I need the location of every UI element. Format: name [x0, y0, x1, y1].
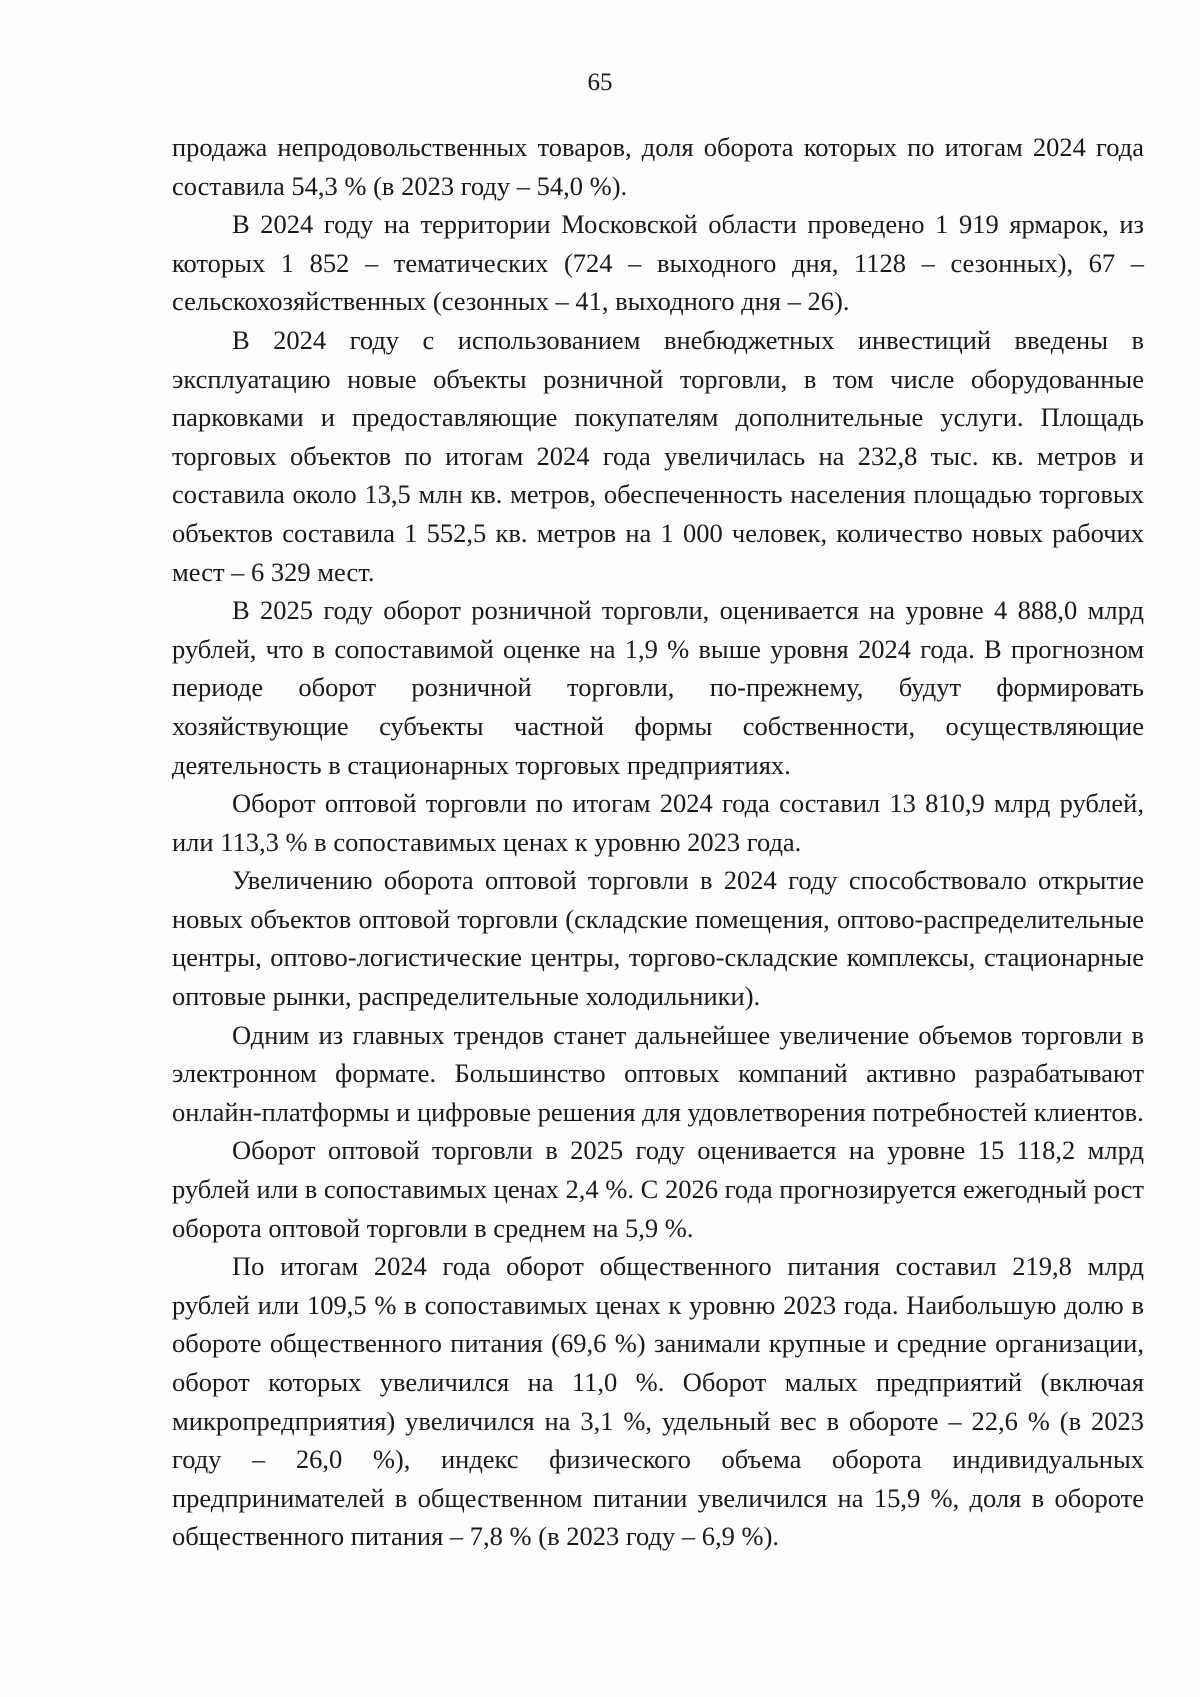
paragraph-fairs: В 2024 году на территории Московской области проведено 1 919 ярмарок, из которых 1 852 – тематических (724 – выходного дня, 1128 – сезонных), 67 – сельскохозяйственных (сезонных – 41, выходного дня – 26). — [172, 209, 1144, 317]
paragraph-catering: По итогам 2024 года оборот общественного питания составил 219,8 млрд рублей или 109,5 % в сопоставимых ценах к уровню 2023 года. Наибольшую долю в обороте общественного питания (69,6 %) занимали крупные и средние организации, оборот которых увеличился на 11,0 %. Оборот малых предприятий (включая микропредприятия) увеличился на 3,1 %, удельный вес в обороте – 22,6 % (в 2023 году – 26,0 %), индекс физического объема оборота индивидуальных предпринимателей в общественном питании увеличился на 15,9 %, доля в обороте общественного питания – 7,8 % (в 2023 году – 6,9 %). — [172, 1251, 1144, 1552]
paragraph-wholesale-forecast: Оборот оптовой торговли в 2025 году оценивается на уровне 15 118,2 млрд рублей или в сопоставимых ценах 2,4 %. С 2026 года прогнозируется ежегодный рост оборота оптовой торговли в среднем на 5,9 %. — [172, 1135, 1144, 1243]
paragraph-nonfood-sales: продажа непродовольственных товаров, доля оборота которых по итогам 2024 года составила 54,3 % (в 2023 году – 54,0 %). — [172, 132, 1144, 201]
document-body — [172, 128, 1144, 1556]
paragraph-retail-objects: В 2024 году с использованием внебюджетных инвестиций введены в эксплуатацию новые объекты розничной торговли, в том числе оборудованные парковками и предоставляющие покупателям дополнительные услуги. Площадь торговых объектов по итогам 2024 года увеличилась на 232,8 тыс. кв. метров и составила около 13,5 млн кв. метров, обеспеченность населения площадью торговых объектов составила 1 552,5 кв. метров на 1 000 человек, количество новых рабочих мест – 6 329 мест. — [172, 324, 1144, 587]
paragraph-wholesale-growth: Увеличению оборота оптовой торговли в 2024 году способствовало открытие новых объектов оптовой торговли (складские помещения, оптово-распределительные центры, оптово-логистические центры, торгово-складские комплексы, стационарные оптовые рынки, распределительные холодильники). — [172, 865, 1144, 1012]
paragraph-retail-turnover-2025: В 2025 году оборот розничной торговли, оценивается на уровне 4 888,0 млрд рублей, что в сопоставимой оценке на 1,9 % выше уровня 2024 года. В прогнозном периоде оборот розничной торговли, по-прежнему, будут формировать хозяйствующие субъекты частной формы собственности, осуществляющие деятельность в стационарных торговых предприятиях. — [172, 595, 1144, 780]
paragraph-wholesale-turnover-2024: Оборот оптовой торговли по итогам 2024 года составил 13 810,9 млрд рублей, или 113,3 % в сопоставимых ценах к уровню 2023 года. — [172, 788, 1144, 857]
page-number: 65 — [587, 69, 613, 96]
paragraph-ecommerce-trend: Одним из главных трендов станет дальнейшее увеличение объемов торговли в электронном формате. Большинство оптовых компаний активно разрабатывают онлайн-платформы и цифровые решения для удовлетворения потребностей клиентов. — [172, 1019, 1144, 1127]
